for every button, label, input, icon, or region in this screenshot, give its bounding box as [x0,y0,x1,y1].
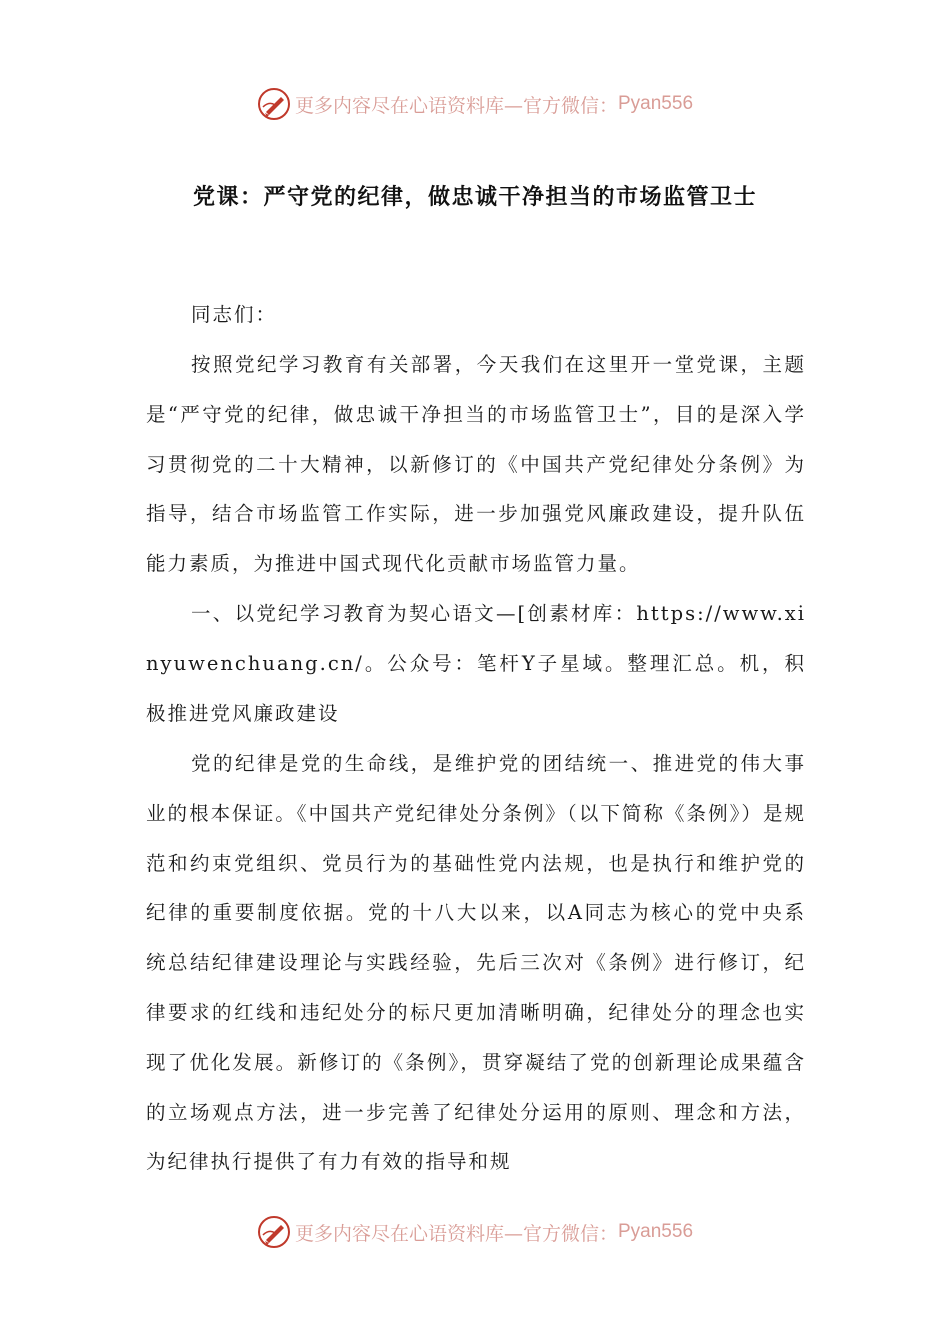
watermark-banner-top [0,84,950,124]
watermark-wechat-id: Pyan556 [618,93,694,114]
paragraph-2-heading: 一、以党纪学习教育为契心语文—[创素材库：https://www.xinyuwenchuang.cn/。公众号：笔杆Y子星域。整理汇总。机，积极推进党风廉政建设 [146,602,806,725]
paragraph-3: 党的纪律是党的生命线，是维护党的团结统一、推进党的伟大事业的根本保证。《中国共产党纪律处分条例》（以下简称《条例》）是规范和约束党组织、党员行为的基础性党内法规，也是执行和维护党的纪律的重要制度依据。党的十八大以来，以A同志为核心的党中央系统总结纪律建设理论与实践经验，先后三次对《条例》进行修订，纪律要求的红线和违纪处分的标尺更加清晰明确，纪律处分的理念也实现了优化发展。新修订的《条例》，贯穿凝结了党的创新理论成果蕴含的立场观点方法，进一步完善了纪律处分运用的原则、理念和方法，为纪律执行提供了有力有效的指导和规 [146,752,806,1174]
pen-logo-icon [257,87,291,121]
pen-logo-icon [257,1215,291,1249]
watermark-text: 更多内容尽在心语资料库—官方微信： [294,1222,618,1245]
paragraph-1: 按照党纪学习教育有关部署，今天我们在这里开一堂党课，主题是“严守党的纪律，做忠诚干净担当的市场监管卫士”，目的是深入学习贯彻党的二十大精神，以新修订的《中国共产党纪律处分条例》为指导，结合市场监管工作实际，进一步加强党风廉政建设，提升队伍能力素质，为推进中国式现代化贡献市场监管力量。 [146,353,806,576]
greeting: 同志们： [191,303,278,326]
watermark-wechat-id: Pyan556 [618,1221,694,1242]
watermark-text: 更多内容尽在心语资料库—官方微信： [294,94,618,117]
watermark-banner-bottom [0,1212,950,1252]
document-title: 党课：严守党的纪律，做忠诚干净担当的市场监管卫士 [192,185,757,210]
